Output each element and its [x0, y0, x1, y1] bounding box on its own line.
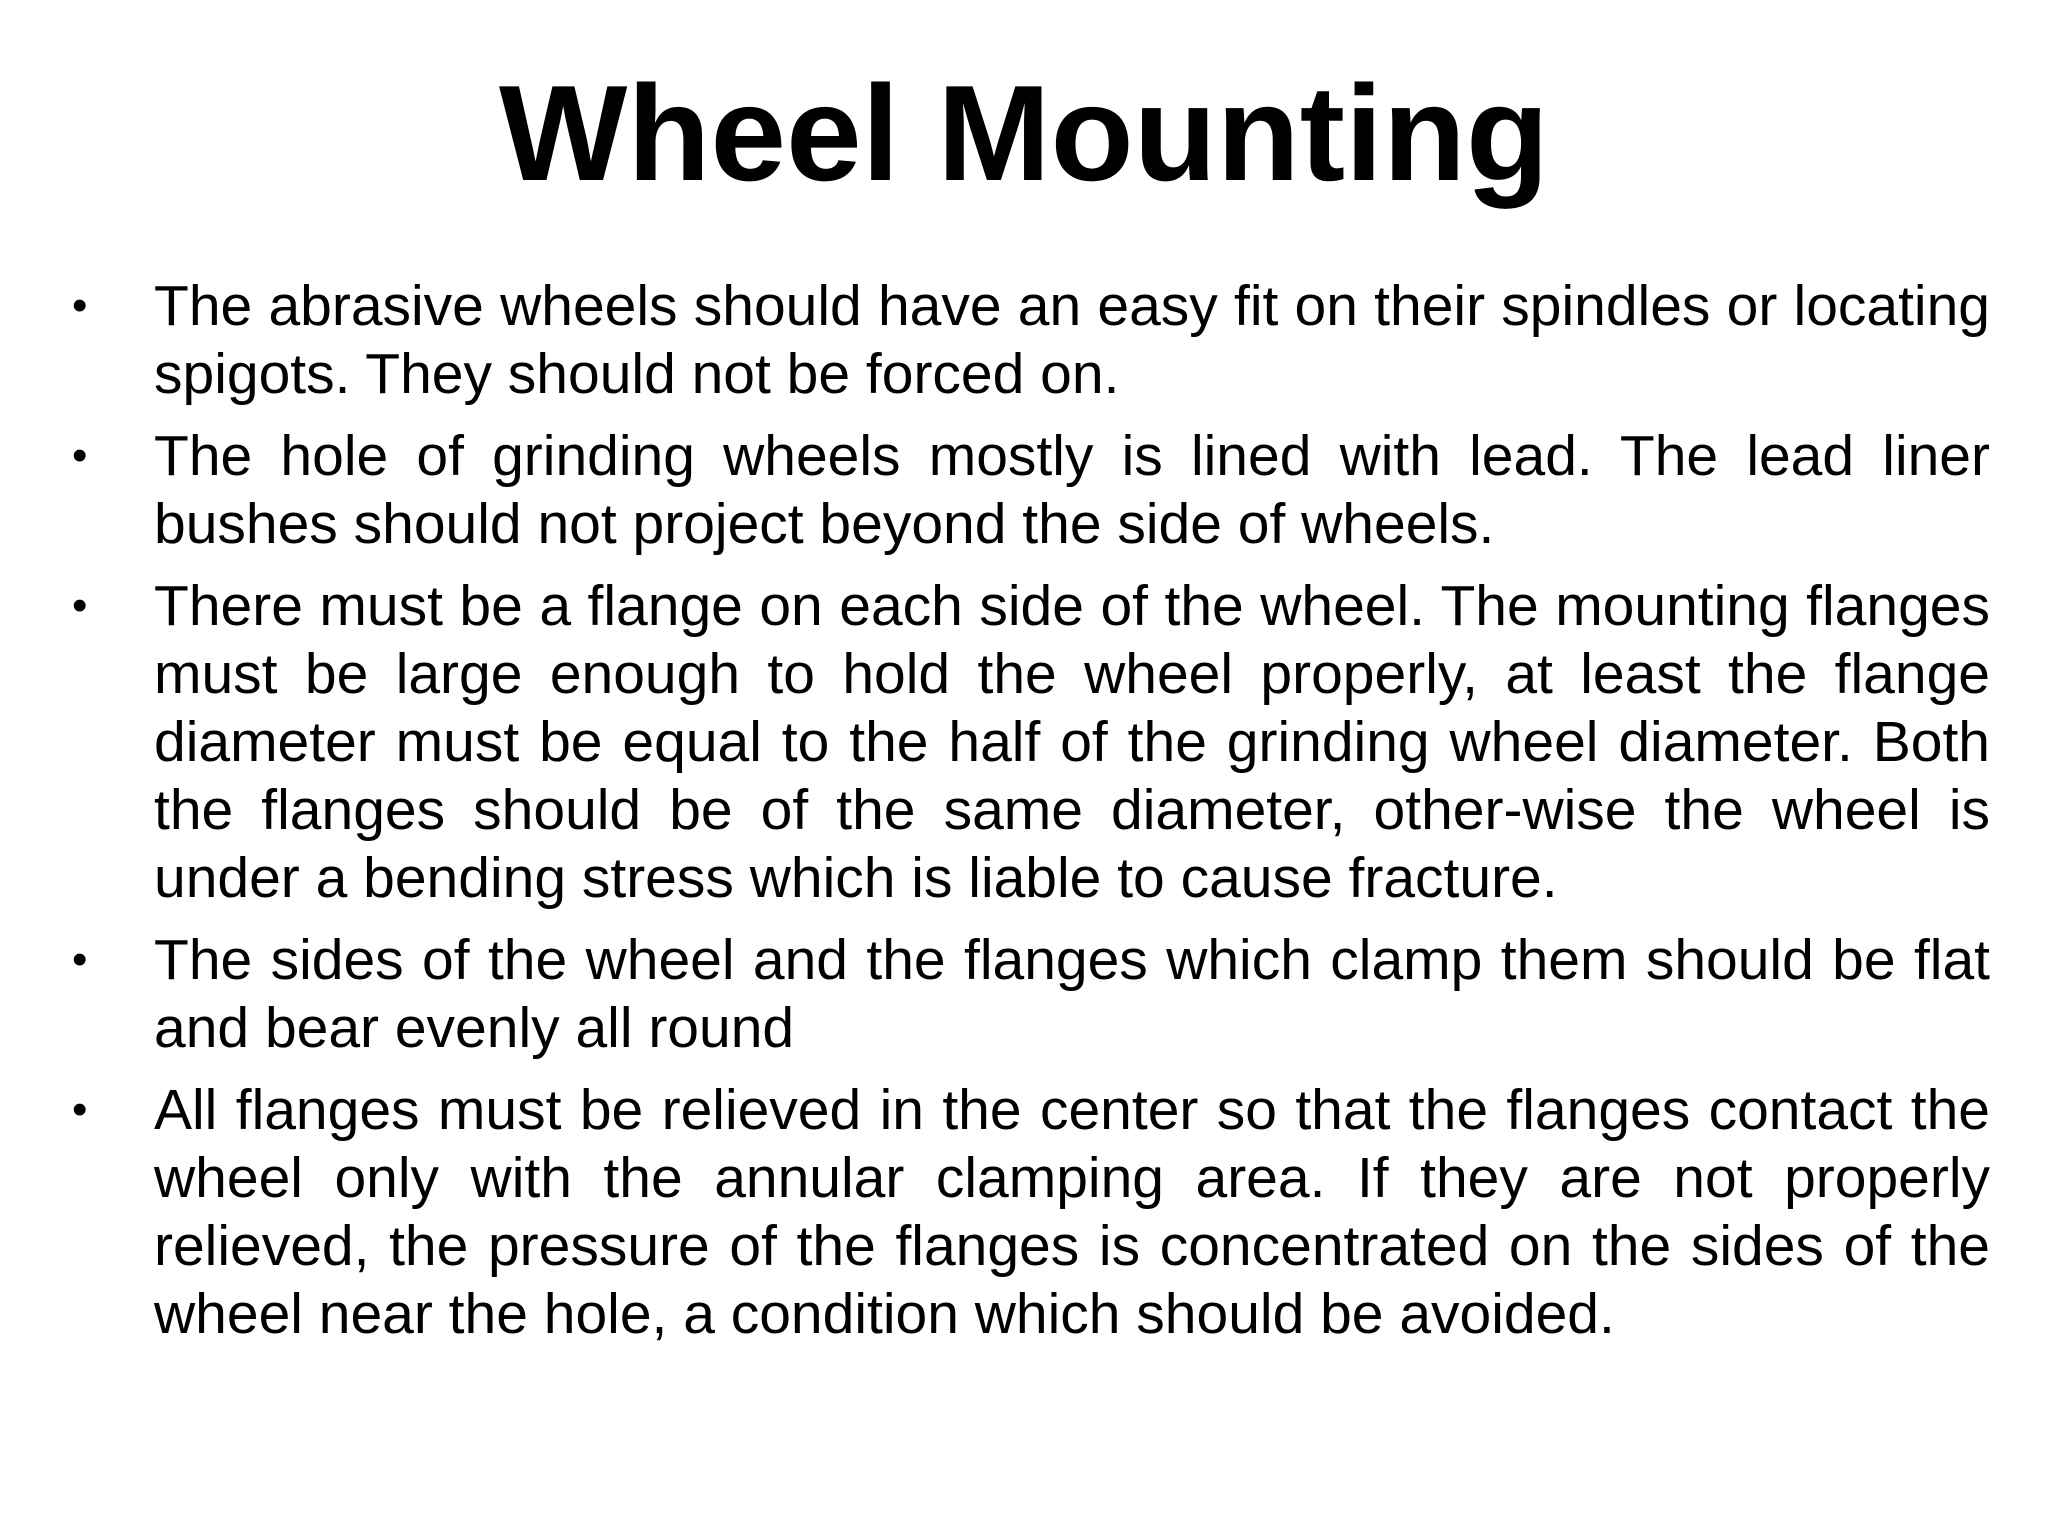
slide-title: Wheel Mounting: [498, 57, 1549, 209]
bullet-text: The hole of grinding wheels mostly is lined with lead. The lead liner bushes should not project beyond the side of wheels.: [154, 424, 1990, 556]
bullet-item: [70, 1076, 1990, 1348]
bullet-icon: •: [72, 1085, 88, 1134]
bullet-icon: •: [72, 431, 88, 480]
bullet-text: There must be a flange on each side of the wheel. The mounting flanges must be large enough to hold the wheel properly, at least the flange diameter must be equal to the half of the grinding wheel diameter. Both the flanges should be of the same diameter, other-wise the wheel is under a bending stress which is liable to cause fracture.: [154, 574, 1990, 910]
bullet-item: [70, 572, 1990, 912]
bullet-item: [70, 926, 1990, 1062]
bullet-item: [70, 272, 1990, 408]
bullet-icon: •: [72, 281, 88, 330]
bullet-item: [70, 422, 1990, 558]
bullet-icon: •: [72, 935, 88, 984]
bullet-icon: •: [72, 581, 88, 630]
bullet-list: [70, 272, 1990, 1362]
bullet-text: All flanges must be relieved in the center so that the flanges contact the wheel only with the annular clamping area. If they are not properly relieved, the pressure of the flanges is concentrated on the sides of the wheel near the hole, a condition which should be avoided.: [154, 1078, 1990, 1346]
bullet-text: The abrasive wheels should have an easy fit on their spindles or locating spigots. They should not be forced on.: [154, 274, 1990, 406]
bullet-text: The sides of the wheel and the flanges which clamp them should be flat and bear evenly all round: [154, 928, 1990, 1060]
